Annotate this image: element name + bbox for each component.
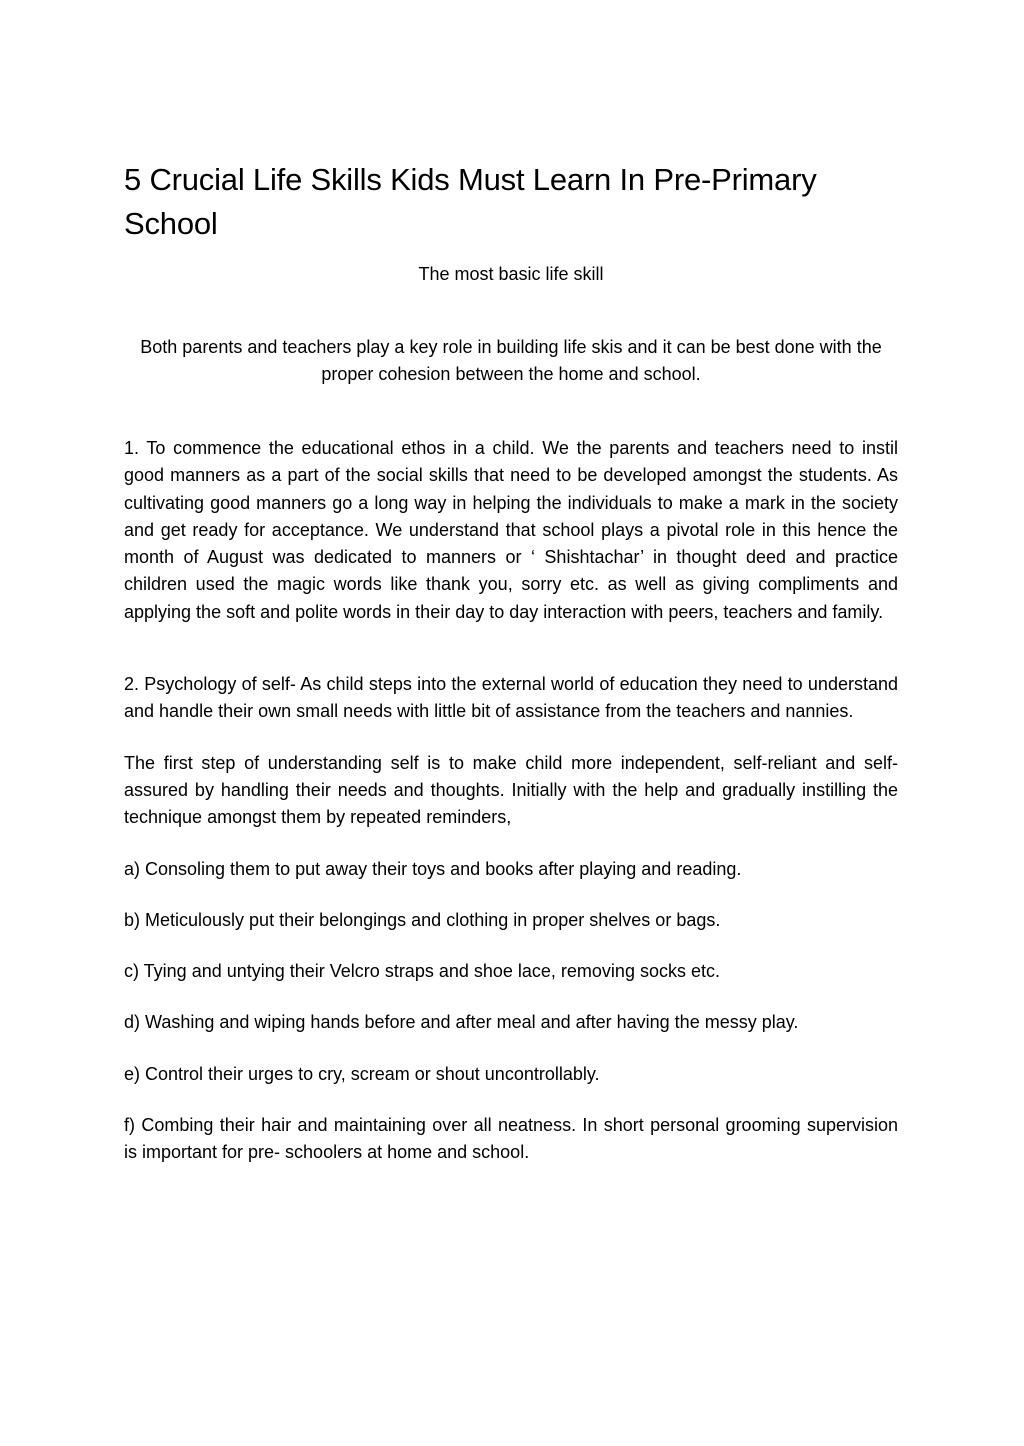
list-item: d) Washing and wiping hands before and after meal and after having the messy play. bbox=[124, 1012, 799, 1033]
document-page bbox=[124, 158, 898, 1167]
skills-list bbox=[124, 856, 898, 1167]
list-item: b) Meticulously put their belongings and clothing in proper shelves or bags. bbox=[124, 909, 721, 930]
list-item: a) Consoling them to put away their toys and books after playing and reading. bbox=[124, 858, 742, 879]
list-item: f) Combing their hair and maintaining over all neatness. In short personal grooming supervision is important for pre- schoolers at home and school. bbox=[124, 1115, 898, 1163]
intro-paragraph: Both parents and teachers play a key role in building life skis and it can be best done with the proper cohesion between the home and school. bbox=[140, 337, 882, 384]
document-title: 5 Crucial Life Skills Kids Must Learn In Pre-Primary School bbox=[124, 162, 817, 241]
list-item: e) Control their urges to cry, scream or shout uncontrollably. bbox=[124, 1063, 600, 1084]
document-subtitle: The most basic life skill bbox=[418, 264, 604, 284]
paragraph-good-manners: 1. To commence the educational ethos in a child. We the parents and teachers need to instil good manners as a part of the social skills that need to be developed amongst the students. As cultivating good manners go a long way in helping the individuals to make a mark in the society and get ready for acceptance. We understand that school plays a pivotal role in this hence the month of August was dedicated to manners or ‘ Shishtachar’ in thought deed and practice children used the magic words like thank you, sorry etc. as well as giving compliments and applying the soft and polite words in their day to day interaction with peers, teachers and family. bbox=[124, 438, 898, 622]
paragraph-understanding-self: The first step of understanding self is to make child more independent, self-reliant and self-assured by handling their needs and thoughts. Initially with the help and gradually instilling the technique amongst them by repeated reminders, bbox=[124, 752, 898, 828]
list-item: c) Tying and untying their Velcro straps and shoe lace, removing socks etc. bbox=[124, 961, 720, 982]
paragraph-psychology-of-self: 2. Psychology of self- As child steps into the external world of education they need to understand and handle their own small needs with little bit of assistance from the teachers and nannies. bbox=[124, 674, 898, 722]
